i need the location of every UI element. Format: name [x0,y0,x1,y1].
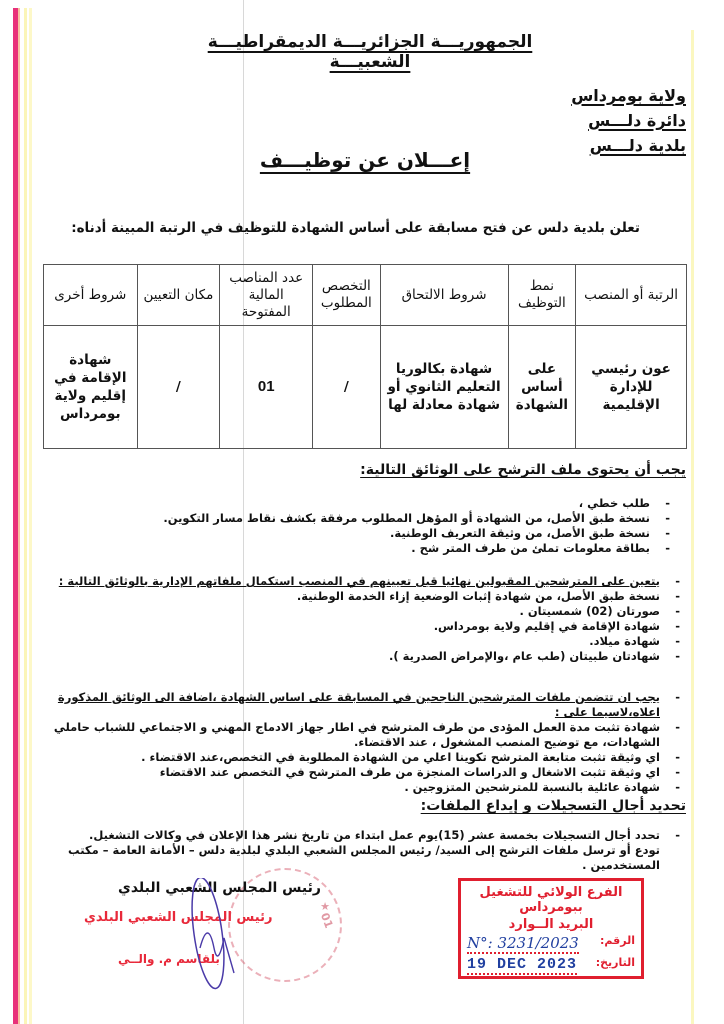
cell-other-conditions: شهادة الإقامة في إقليم ولاية بومرداس [44,326,138,449]
list-item: - شهادة ميلاد. [36,634,686,649]
col-header-grade: الرتبة أو المنصب [576,265,687,326]
cell-access-conditions: شهادة بكالوريا التعليم الثانوي أو شهادة معادلة لها [380,326,508,449]
section-admitted-documents [36,574,686,664]
scan-artifact-line [29,8,32,1024]
list-item: - نسخة طبق الأصل، من شهادة إثبات الوضعية إزاء الخدمة الوطنية. [36,589,686,604]
cell-specialty: / [313,326,380,449]
cell-grade: عون رئيسي للإدارة الإقليمية [576,326,687,449]
cell-recruitment-mode: على أساس الشهادة [508,326,576,449]
col-header-open-positions: عدد المناصب المالية المفتوحة [220,265,313,326]
seal-number: 01 [317,911,336,930]
list-item: - صورتان (02) شمسيتان . [36,604,686,619]
section-heading [36,690,686,720]
intro-paragraph: تعلن بلدية دلس عن فتح مسابقة على أساس الشهادة للتوظيف في الرتبة المبينة أدناه: [71,220,640,236]
stamp-date-value: 19 DEC 2023 [467,956,578,973]
list-item: - نسخة طبق الأصل، من الشهادة أو المؤهل المطلوب مرفقة بكشف نقاط مسار التكوين. [46,511,676,526]
list-item: - طلب خطي ، [46,496,676,511]
announcement-title: إعـــلان عن توظيـــف [259,148,471,172]
stamp-number-row [461,934,641,954]
submission-note: تودع أو ترسل ملفات الترشح إلى السيد/ رئيس المجلس الشعبي البلدي لبلدية دلس – الأمانة العامة – مكتب المستخدمين . [68,843,660,872]
list-item: - شهادة تثبت مدة العمل المؤدى من طرف المترشح في اطار جهاز الادماج المهني و الاجتماعي للشباب حاملي الشهادات، مع توضيح المنصب المشغول ، عند الاقتضاء. [36,720,686,750]
administrative-block [571,83,686,158]
list-item: - اي وثيقة تثبت الاشغال و الدراسات المنجزة من طرف المترشح في التخصص عند الاقتضاء [36,765,686,780]
wilaya-line: ولاية بومرداس [571,86,686,105]
table-header-row [44,265,687,326]
section-deadlines [46,798,686,873]
signatory-stamp-name: بلقاسم م. والــي [118,952,220,966]
list-item: - نسخة طبق الأصل، من وثيقة التعريف الوطنية. [46,526,676,541]
section-successful-candidates [36,690,686,795]
col-header-access-conditions: شروط الالتحاق [380,265,508,326]
received-stamp [458,878,644,979]
handwritten-signature [180,878,240,998]
scan-artifact-line [18,8,20,1024]
stamp-number-value: N°: 3231/2023 [467,934,579,952]
stamp-office: الفرع الولائي للتشغيل ببومرداس [479,885,623,915]
list-item: - شهادتان طبيتان (طب عام ،والإمراض الصدرية ). [36,649,686,664]
list-item: - شهادة الإقامة في إقليم ولاية بومرداس. [36,619,686,634]
stamp-date-row [461,956,641,975]
section-required-documents [46,462,686,556]
stamp-number-label: الرقم: [600,934,635,947]
section-heading: يجب أن يحتوى ملف الترشح على الوثائق التالية: [360,462,686,478]
republic-header: الجمهوريـــة الجزائريـــة الديمقراطيـــة الشعبيـــة [207,32,533,72]
table-row [44,326,687,449]
daira-line: دائرة دلـــس [588,111,686,130]
signatory-stamp-title: رئيس المجلس الشعبي البلدي [84,910,273,925]
star-icon: ★ [320,900,330,913]
list-item: - تحدد أجال التسجيلات بخمسة عشر (15)يوم عمل ابتداء من تاريخ نشر هذا الإعلان في وكالات التشغيل. [46,828,686,843]
cell-open-positions: 01 [220,326,313,449]
scan-artifact-line [691,30,694,1024]
list-item: - اي وثيقة تثبت متابعة المترشح تكوينا اعلي من الشهادة المطلوبة في التخصص،عند الاقتضاء . [36,750,686,765]
section-heading-text: يتعين على المترشحين المقبولين نهائيا قبل تعيينهم في المنصب استكمال ملفاتهم الإدارية بالوثائق التالية : [58,574,660,588]
col-header-recruitment-mode: نمط التوظيف [508,265,576,326]
signatory-title: رئيس المجلس الشعبي البلدي [118,880,321,896]
stamp-date-label: التاريخ: [595,956,635,969]
list-item: - شهادة عائلية بالنسبة للمترشحين المتزوجين . [36,780,686,795]
col-header-other-conditions: شروط أخرى [44,265,138,326]
positions-table [43,264,687,449]
list-item: - بطاقة معلومات تملئ من طرف المتر شح . [46,541,676,556]
col-header-assignment-place: مكان التعيين [137,265,220,326]
scan-artifact-line [24,8,27,1024]
section-heading [36,574,686,589]
stamp-incoming-mail: البريد الــوارد [508,917,594,932]
col-header-specialty: التخصص المطلوب [313,265,380,326]
commune-line: بلدية دلـــس [589,136,686,155]
section-heading: تحديد أجال التسجيلات و إيداع الملفات: [420,798,686,814]
cell-assignment-place: / [137,326,220,449]
section-heading-text: يجب ان تتضمن ملفات المترشحين الناجحين في المسابقة على اساس الشهادة ،اضافة الى الوثائق المذكورة اعلاه،لاسيما على : [57,690,660,719]
